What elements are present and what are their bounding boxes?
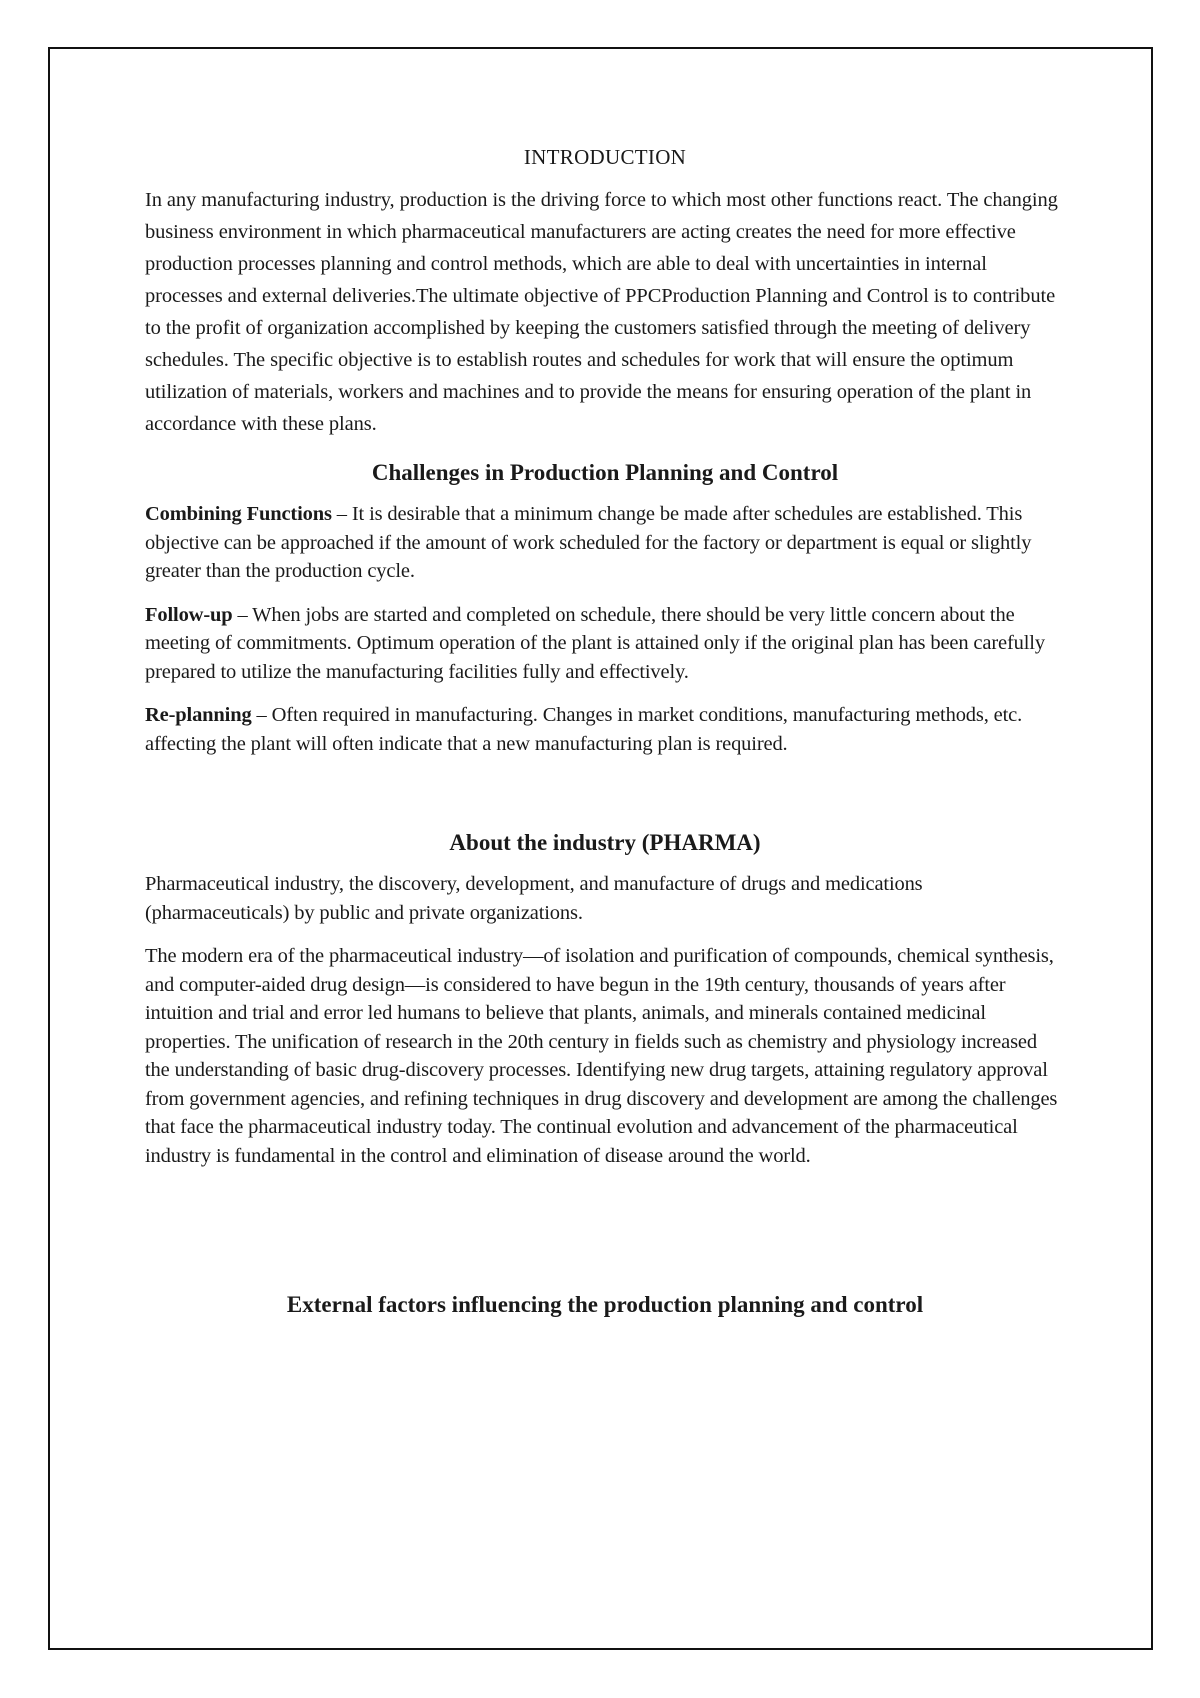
about-paragraph: Pharmaceutical industry, the discovery, development, and manufacture of drugs and medications (pharmaceuticals) by public and private organizations. (145, 873, 923, 924)
challenge-follow-up (145, 601, 1065, 687)
introduction-title: INTRODUCTION (523, 145, 687, 169)
challenges-heading: Challenges in Production Planning and Control (371, 460, 839, 485)
challenge-text: – Often required in manufacturing. Changes in market conditions, manufacturing methods, etc. affecting the plant will often indicate that a new manufacturing plan is required. (145, 704, 1023, 755)
challenge-text: – When jobs are started and completed on schedule, there should be very little concern about the meeting of commitments. Optimum operation of the plant is attained only if the original plan has been carefully prepared to utilize the manufacturing facilities fully and effectively. (145, 603, 1045, 683)
challenge-term: Re-planning (145, 704, 252, 726)
challenge-re-planning (145, 701, 1065, 758)
external-factors-heading: External factors influencing the production planning and control (286, 1292, 924, 1317)
introduction-paragraph: In any manufacturing industry, production is the driving force to which most other functions react. The changing business environment in which pharmaceutical manufacturers are acting creates the need for more effective production processes planning and control methods, which are able to deal with uncertainties in internal processes and external deliveries.The ultimate objective of PPCProduction Planning and Control is to contribute to the profit of organization accomplished by keeping the customers satisfied through the meeting of delivery schedules. The specific objective is to establish routes and schedules for work that will ensure the optimum utilization of materials, workers and machines and to provide the means for ensuring operation of the plant in accordance with these plans. (145, 189, 1058, 435)
document-body (145, 145, 1065, 1318)
about-industry-heading: About the industry (PHARMA) (449, 830, 761, 855)
about-paragraph: The modern era of the pharmaceutical industry—of isolation and purification of compounds, chemical synthesis, and computer-aided drug design—is considered to have begun in the 19th century, thousands of years after intuition and trial and error led humans to believe that plants, animals, and minerals contained medicinal properties. The unification of research in the 20th century in fields such as chemistry and physiology increased the understanding of basic drug-discovery processes. Identifying new drug targets, attaining regulatory approval from government agencies, and refining techniques in drug discovery and development are among the challenges that face the pharmaceutical industry today. The continual evolution and advancement of the pharmaceutical industry is fundamental in the control and elimination of disease around the world. (145, 945, 1058, 1167)
challenge-text: – It is desirable that a minimum change be made after schedules are established. This objective can be approached if the amount of work scheduled for the factory or department is equal or slightly greater than the production cycle. (145, 503, 1032, 582)
challenge-term: Combining Functions (145, 503, 332, 525)
challenge-combining-functions (145, 500, 1065, 586)
challenge-term: Follow-up (145, 603, 233, 626)
